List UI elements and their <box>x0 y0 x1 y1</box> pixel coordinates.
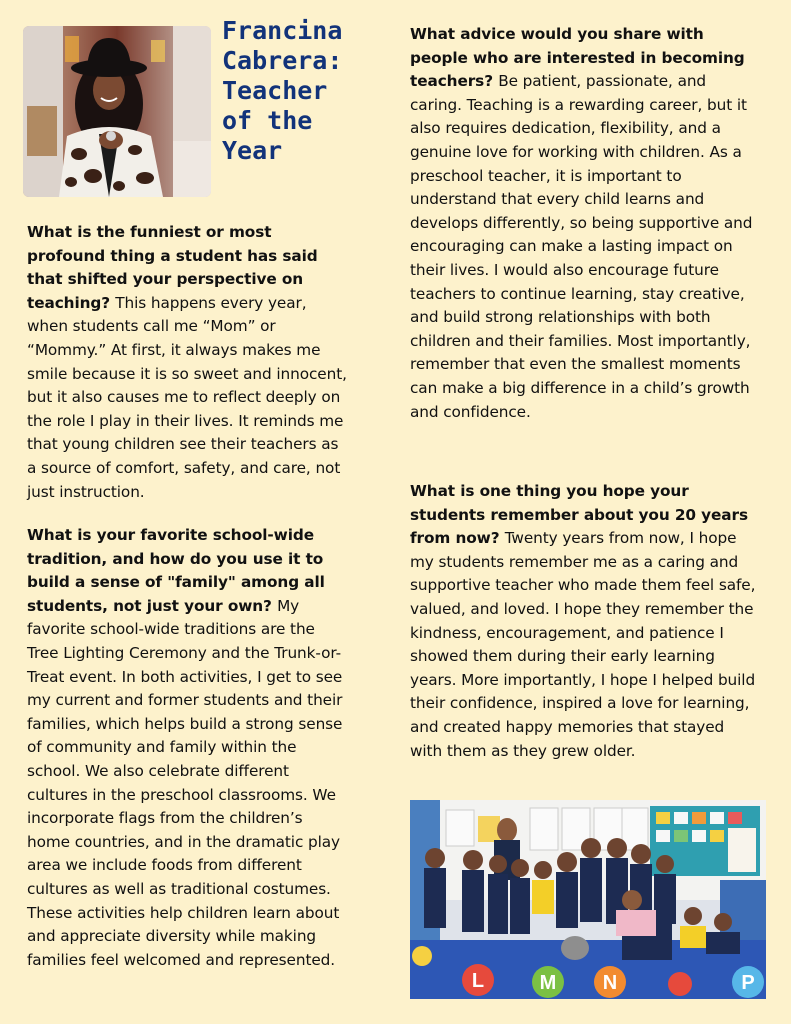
classroom-group-photo <box>410 800 766 999</box>
title-line: Teacher <box>222 76 328 105</box>
qa-question: What is your favorite school-wide tradition, and how do you use it to build a sense of "family" among all students, not just your own? <box>27 526 325 615</box>
qa-answer: Twenty years from now, I hope my students remember me as a caring and supportive teacher who made them feel safe, valued, and loved. I hope they remember the kindness, encouragement, and patience I showed them during their early learning years. More importantly, I hope I helped build their confidence, inspired a love for learning, and created happy memories that stayed with them as they grew older. <box>410 529 756 760</box>
qa-answer: My favorite school-wide traditions are the Tree Lighting Ceremony and the Trunk-or-Treat event. In both activities, I get to see my current and former students and their families, which helps build a strong sense of community and family within the school. We also celebrate different cultures in the preschool classrooms. We incorporate flags from the children’s home countries, and in the dramatic play area we include foods from different cultures as well as traditional costumes. These activities help children learn about and appreciate diversity while making families feel welcomed and represented. <box>27 596 343 969</box>
rug-letter: N <box>602 972 618 994</box>
article-title <box>222 16 382 166</box>
title-line: of the <box>222 106 313 135</box>
teacher-portrait-photo <box>23 26 211 197</box>
title-line: Francina <box>222 16 343 45</box>
rug-letter: P <box>741 972 755 994</box>
qa-question: What advice would you share with people who are interested in becoming teachers? <box>410 25 745 91</box>
qa-question: What is the funniest or most profound thing a student has said that shifted your perspective on teaching? <box>27 223 318 312</box>
qa-block-favorite-tradition <box>27 524 349 972</box>
qa-question: What is one thing you hope your students remember about you 20 years from now? <box>410 482 748 548</box>
rug-letter: M <box>539 972 557 994</box>
title-line: Year <box>222 136 283 165</box>
qa-block-funniest-thing <box>27 221 349 504</box>
qa-block-remember <box>410 480 760 763</box>
qa-answer: Be patient, passionate, and caring. Teaching is a rewarding career, but it also requires dedication, flexibility, and a genuine love for working with children. As a preschool teacher, it is important to understand that every child learns and develops differently, so being supportive and encouraging can make a lasting impact on their lives. I would also encourage future teachers to continue learning, stay creative, and build strong relationships with both children and their families. Most importantly, remember that even the smallest moments can make a big difference in a child’s growth and confidence. <box>410 72 753 421</box>
rug-letter: L <box>471 970 485 992</box>
title-line: Cabrera: <box>222 46 343 75</box>
qa-answer: This happens every year, when students call me “Mom” or “Mommy.” At first, it always makes me smile because it is so sweet and innocent, but it also causes me to reflect deeply on the role I play in their lives. It reminds me that young children see their teachers as a source of comfort, safety, and care, not just instruction. <box>27 293 347 501</box>
qa-block-advice <box>410 23 760 424</box>
